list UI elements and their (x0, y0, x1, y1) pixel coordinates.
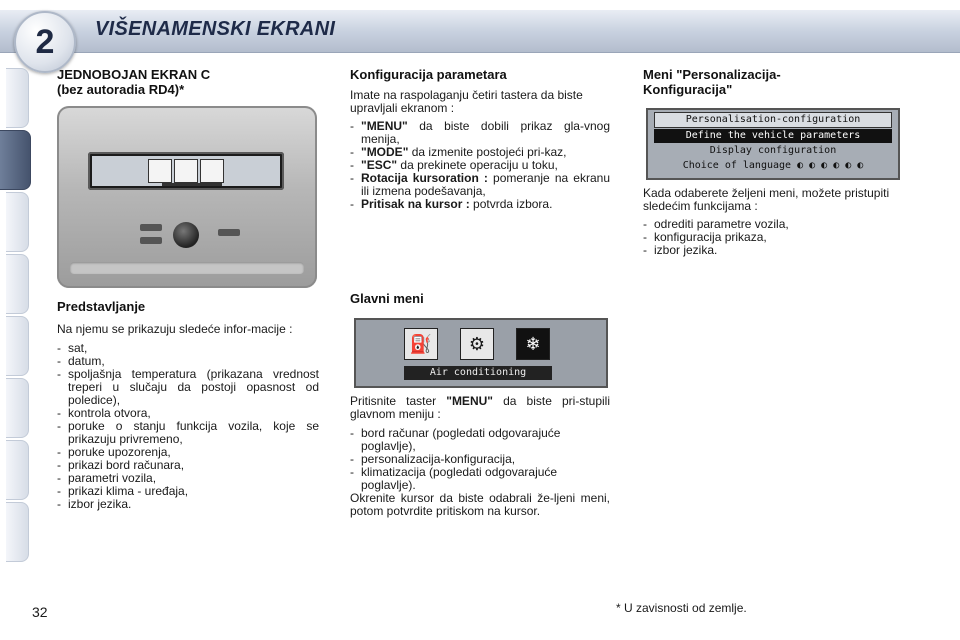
page-number: 32 (32, 604, 48, 620)
screen-bar (162, 183, 222, 186)
list-item: - prikazi klima - uređaja, (57, 485, 319, 498)
list-item: - sat, (57, 342, 319, 355)
main-menu-intro: Pritisnite taster "MENU" da biste pri-stupili glavnom meniju : (350, 394, 610, 421)
config-intro: Imate na raspolaganju četiri tastera da biste upravljali ekranom : (350, 88, 583, 115)
col1-presentation (57, 299, 319, 511)
side-tab-6[interactable] (6, 378, 29, 438)
side-tab-7[interactable] (6, 440, 29, 500)
config-title: Konfiguracija parametara (350, 67, 507, 82)
col2-config (350, 67, 610, 211)
list-item: - prikazi bord računara, (57, 459, 319, 472)
main-menu-screen (354, 318, 608, 388)
screen-line-selected: Define the vehicle parameters (654, 129, 892, 143)
side-tab-8[interactable] (6, 502, 29, 562)
main-menu-screen-label: Air conditioning (404, 366, 552, 380)
col3-title-line1: Meni "Personalizacija- (643, 67, 781, 82)
device-button (140, 224, 162, 231)
col1-heading-line1: JEDNOBOJAN EKRAN C (57, 67, 211, 82)
display-unit-photo (57, 106, 317, 288)
side-tab-1[interactable] (6, 68, 29, 128)
device-button (140, 237, 162, 244)
presentation-list (57, 342, 319, 511)
col3-heading (643, 67, 913, 97)
presentation-title: Predstavljanje (57, 299, 146, 314)
side-tab-3[interactable] (6, 192, 29, 252)
chapter-title: VIŠENAMENSKI EKRANI (95, 18, 336, 40)
main-menu-heading (350, 291, 610, 306)
config-list (350, 120, 610, 211)
list-item: - klimatizacija (pogledati odgovarajuće poglavlje). (350, 466, 610, 492)
col3-title-line2: Konfiguracija" (643, 82, 733, 97)
screen-tile-icon (148, 159, 172, 183)
main-menu-text (350, 395, 610, 518)
device-slot (70, 262, 304, 274)
footnote: * U zavisnosti od zemlje. (616, 601, 747, 615)
list-item: - "MENU" da biste dobili prikaz gla-vnog menija, (350, 120, 610, 146)
main-menu-title: Glavni meni (350, 291, 424, 306)
screen-tile-icon (200, 159, 224, 183)
list-item: - Rotacija kursoration : pomeranje na ekranu ili izmena podešavanja, (350, 172, 610, 198)
list-item: - kontrola otvora, (57, 407, 319, 420)
list-item: - poruke o stanju funkcija vozila, koje se prikazuju privremeno, (57, 420, 319, 446)
list-item: - "ESC" da prekinete operaciju u toku, (350, 159, 610, 172)
list-item: - parametri vozila, (57, 472, 319, 485)
list-item: - datum, (57, 355, 319, 368)
side-tab-strip (0, 68, 34, 573)
list-item: - Pritisak na kursor : potvrda izbora. (350, 198, 610, 211)
col3-list (643, 218, 905, 257)
trip-computer-icon: ⛽ (404, 328, 438, 360)
list-item: - poruke upozorenja, (57, 446, 319, 459)
col1-heading (57, 67, 317, 97)
list-item: - bord računar (pogledati odgovarajuće poglavlje), (350, 427, 610, 453)
settings-icon: ⚙ (460, 328, 494, 360)
col1-heading-line2: (bez autoradia RD4)* (57, 82, 185, 97)
presentation-intro: Na njemu se prikazuju sledeće infor-macije : (57, 322, 293, 336)
side-tab-5[interactable] (6, 316, 29, 376)
list-item: - izbor jezika. (57, 498, 319, 511)
list-item: - konfiguracija prikaza, (643, 231, 905, 244)
list-item: - spoljašnja temperatura (prikazana vrednost treperi u slučaju da postoji opasnost od poledice), (57, 368, 319, 407)
chapter-number-badge: 2 (14, 11, 76, 73)
list-item: - odrediti parametre vozila, (643, 218, 905, 231)
col3-intro: Kada odaberete željeni meni, možete pristupiti sledećim funkcijama : (643, 186, 890, 213)
side-tab-4[interactable] (6, 254, 29, 314)
list-item: - izbor jezika. (643, 244, 905, 257)
personalisation-screen (646, 108, 900, 180)
list-item: - "MODE" da izmenite postojeći pri-kaz, (350, 146, 610, 159)
device-button (218, 229, 240, 236)
rotary-knob (173, 222, 199, 248)
screen-tile-icon (174, 159, 198, 183)
air-conditioning-icon: ❄ (516, 328, 550, 360)
main-menu-outro: Okrenite kursor da biste odabrali že-ljeni meni, potom potvrdite pritiskom na kursor. (350, 491, 610, 518)
col3-text (643, 187, 905, 257)
main-menu-list (350, 427, 610, 492)
screen-line: Display configuration (709, 145, 837, 156)
screen-header: Personalisation-configuration (654, 112, 892, 128)
display-unit-screen (92, 156, 280, 186)
side-tab-2-active[interactable] (0, 130, 31, 190)
list-item: - personalizacija-konfiguracija, (350, 453, 610, 466)
screen-line: Choice of language ◐ ◐ ◐ ◐ ◐ ◐ (682, 160, 864, 171)
